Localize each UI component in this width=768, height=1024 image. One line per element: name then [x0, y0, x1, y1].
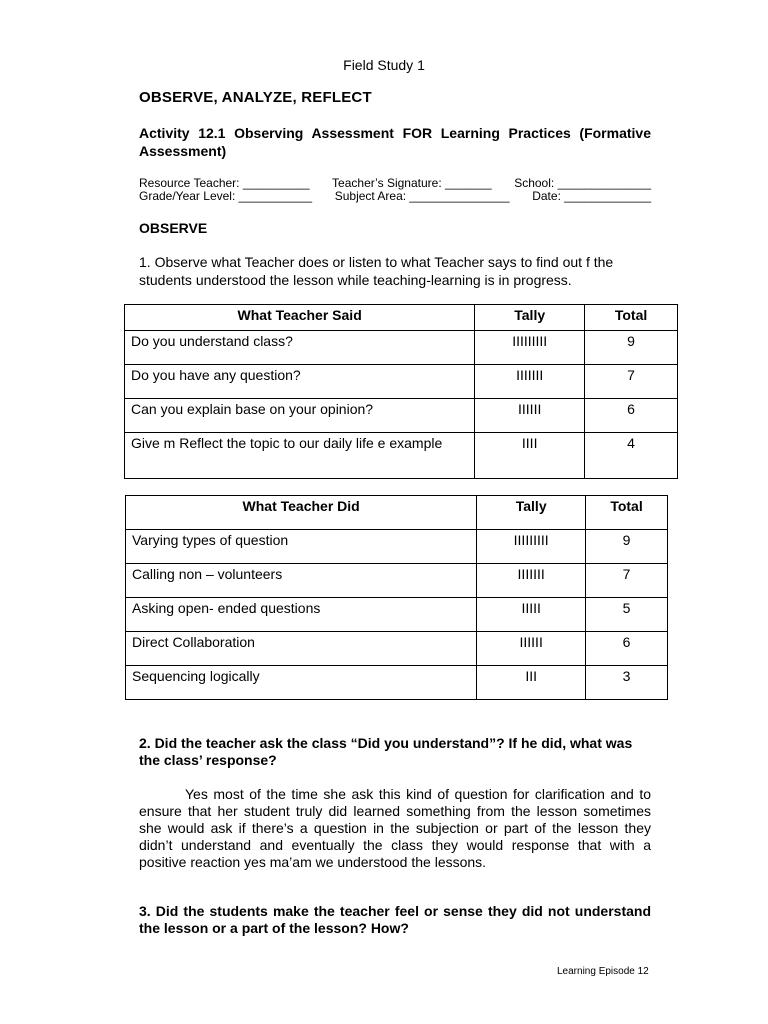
statement-cell: Do you understand class? — [125, 331, 475, 365]
info-line-2 — [139, 189, 651, 203]
grade-level-field: Grade/Year Level: ___________ — [139, 189, 313, 203]
total-cell: 6 — [586, 632, 668, 666]
column-header: Total — [585, 305, 678, 331]
teacher-said-table — [124, 304, 678, 479]
tally-cell: IIIIII — [475, 399, 585, 433]
date-field: Date: _____________ — [532, 189, 651, 203]
resource-teacher-field: Resource Teacher: __________ — [139, 176, 310, 190]
teacher-signature-field: Teacher’s Signature: _______ — [332, 176, 492, 190]
table-header-row — [125, 305, 678, 331]
question-3: 3. Did the students make the teacher feel or sense they did not understand the lesson or a part of the lesson? How? — [139, 903, 651, 936]
tally-cell: IIIIIII — [477, 564, 586, 598]
tally-cell: IIIIII — [477, 632, 586, 666]
action-cell: Asking open- ended questions — [126, 598, 477, 632]
column-header: Total — [586, 496, 668, 530]
subject-area-field: Subject Area: _______________ — [334, 189, 510, 203]
tally-cell: IIIIIII — [475, 365, 585, 399]
table-header-row — [126, 496, 668, 530]
table-row — [125, 433, 678, 479]
table-row — [126, 598, 668, 632]
info-line-1 — [139, 176, 651, 190]
total-cell: 3 — [586, 666, 668, 700]
table-row — [125, 399, 678, 433]
statement-cell: Give m Reflect the topic to our daily life e example — [125, 433, 475, 479]
page-footer: Learning Episode 12 — [557, 966, 649, 977]
column-header: What Teacher Said — [125, 305, 475, 331]
table-row — [126, 632, 668, 666]
activity-title: Activity 12.1 Observing Assessment FOR Learning Practices (Formative Assessment) — [139, 125, 651, 159]
school-field: School: ______________ — [514, 176, 651, 190]
action-cell: Varying types of question — [126, 530, 477, 564]
total-cell: 6 — [585, 399, 678, 433]
statement-cell: Can you explain base on your opinion? — [125, 399, 475, 433]
tally-cell: IIII — [475, 433, 585, 479]
section-title: OBSERVE, ANALYZE, REFLECT — [139, 89, 372, 106]
total-cell: 7 — [585, 365, 678, 399]
tally-cell: IIIIIIIII — [475, 331, 585, 365]
column-header: Tally — [475, 305, 585, 331]
table-row — [125, 331, 678, 365]
column-header: What Teacher Did — [126, 496, 477, 530]
total-cell: 5 — [586, 598, 668, 632]
tally-cell: IIIII — [477, 598, 586, 632]
table-row — [126, 530, 668, 564]
action-cell: Direct Collaboration — [126, 632, 477, 666]
table-row — [126, 666, 668, 700]
column-header: Tally — [477, 496, 586, 530]
tally-cell: IIIIIIIII — [477, 530, 586, 564]
total-cell: 9 — [585, 331, 678, 365]
page-header: Field Study 1 — [343, 57, 425, 73]
question-2: 2. Did the teacher ask the class “Did you understand”? If he did, what was the class’ response? — [139, 735, 633, 768]
observe-heading: OBSERVE — [139, 220, 208, 236]
teacher-did-table — [125, 495, 668, 700]
table-row — [125, 365, 678, 399]
action-cell: Calling non – volunteers — [126, 564, 477, 598]
tally-cell: III — [477, 666, 586, 700]
action-cell: Sequencing logically — [126, 666, 477, 700]
total-cell: 7 — [586, 564, 668, 598]
answer-2-text: Yes most of the time she ask this kind of question for clarification and to ensure that her student truly did learned something from the lesson sometimes she would ask if there’s a question in the subjection or part of the lesson they didn’t understand and eventually the class they would response that with a positive reaction yes ma’am we understood the lessons. — [139, 786, 651, 870]
question-1: 1. Observe what Teacher does or listen to what Teacher says to find out f the students understood the lesson while teaching-learning is in progress. — [139, 254, 614, 288]
total-cell: 9 — [586, 530, 668, 564]
statement-cell: Do you have any question? — [125, 365, 475, 399]
answer-2 — [139, 786, 651, 871]
table-row — [126, 564, 668, 598]
total-cell: 4 — [585, 433, 678, 479]
